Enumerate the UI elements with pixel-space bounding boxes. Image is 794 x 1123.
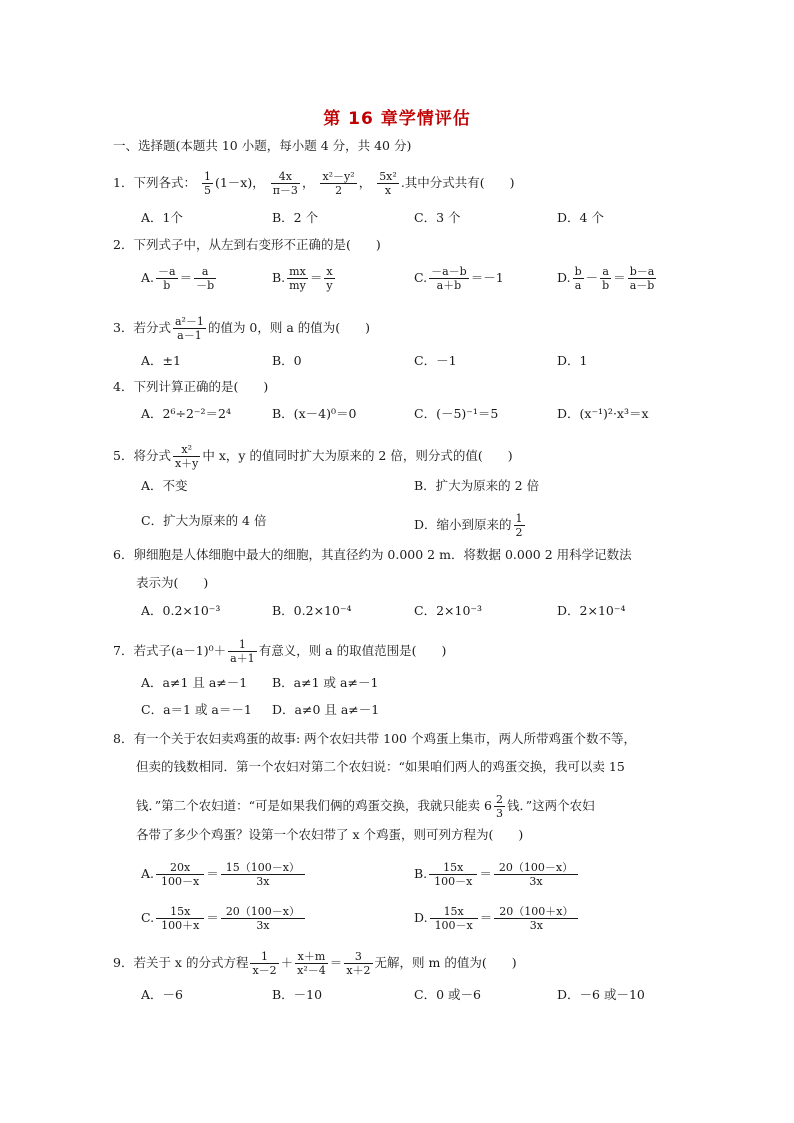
q8-option-d: D. $\frac{15x}{100-x}$ ＝ $\frac{20(100+x)}{3x}$: [414, 905, 580, 932]
q9-option-a: A．－6: [141, 987, 183, 1002]
q6-option-c: C．2×10⁻³: [414, 603, 483, 618]
q1-option-b: B．2 个: [272, 210, 319, 225]
q8-option-c: C. $\frac{15x}{100+x}$ ＝ $\frac{20(100-x)}{3x}$: [141, 905, 307, 932]
q4-option-c: C．(－5)⁻¹＝5: [414, 406, 499, 421]
q2-option-b: B. $\frac{mx}{my}$ ＝ $\frac{x}{y}$: [272, 265, 333, 292]
q5-option-b: B．扩大为原来的 2 倍: [414, 478, 540, 493]
q9-option-d: D．－6 或－10: [557, 987, 645, 1002]
fraction: $\frac{4x}{\pi-3}$: [272, 170, 298, 197]
fraction: $\frac{\text{x²}}{x+y}$: [174, 443, 199, 470]
fraction: $\frac{\text{x²－y²}}{2}$: [322, 170, 355, 197]
q7-option-b: B．a≠1 或 a≠－1: [272, 675, 379, 690]
question-8-stem-line-1: 8．有一个关于农妇卖鸡蛋的故事: 两个农妇共带 100 个鸡蛋上集市，两人所带鸡蛋个数不等，: [113, 731, 636, 746]
q2-option-c: C. $\frac{-a-b}{a+b}$ ＝－1: [414, 265, 504, 292]
q6-option-b: B．0.2×10⁻⁴: [272, 603, 352, 618]
q8-option-a: A. $\frac{20x}{100-x}$ ＝ $\frac{15(100-x)}{3x}$: [141, 861, 307, 888]
section-heading: 一、选择题(本题共 10 小题，每小题 4 分，共 40 分): [113, 138, 412, 153]
question-7-stem: 7．若式子(a－1)⁰＋ $\frac{1}{a+1}$ 有意义，则 a 的取值范围是( ): [113, 638, 447, 665]
fraction: $\frac{\text{a²－1}}{a-1}$: [174, 315, 204, 342]
q5-option-c: C．扩大为原来的 4 倍: [141, 513, 267, 528]
q2-option-a: A. $\frac{-a}{b}$ ＝ $\frac{a}{-b}$: [141, 265, 215, 292]
question-5-stem: 5．将分式 $\frac{\text{x²}}{x+y}$ 中 x，y 的值同时扩大为原来的 2 倍，则分式的值( ): [113, 443, 513, 470]
question-8-stem-line-2: 但卖的钱数相同．第一个农妇对第二个农妇说：“如果咱们两人的鸡蛋交换，我可以卖 15: [136, 759, 625, 774]
fraction: $\frac{1}{a+1}$: [230, 638, 255, 665]
q1-option-d: D．4 个: [557, 210, 604, 225]
q7-option-d: D．a≠0 且 a≠－1: [272, 702, 380, 717]
q3-option-b: B．0: [272, 353, 302, 368]
question-6-stem-line-2: 表示为( ): [136, 575, 209, 590]
question-3-stem: 3．若分式 $\frac{\text{a²－1}}{a-1}$ 的值为 0，则 a 的值为( ): [113, 315, 371, 342]
q6-option-a: A．0.2×10⁻³: [141, 603, 221, 618]
q5-option-d: D．缩小到原来的 $\frac{1}{2}$: [414, 512, 523, 539]
question-2-stem: 2．下列式子中，从左到右变形不正确的是( ): [113, 237, 381, 252]
q7-option-c: C．a＝1 或 a＝－1: [141, 702, 252, 717]
q4-option-b: B．(x－4)⁰＝0: [272, 406, 357, 421]
fraction: $\frac{\text{5x²}}{x}$: [379, 170, 397, 197]
question-8-stem-line-4: 各带了多少个鸡蛋？设第一个农妇带了 x 个鸡蛋，则可列方程为( ): [136, 827, 524, 842]
question-9-stem: 9．若关于 x 的分式方程 $\frac{1}{x-2}$ ＋ $\frac{x+m}{\text{x²－4}}$ ＝ $\frac{3}{x+2}$ 无解，则 m 的值为( ): [113, 950, 517, 977]
q4-option-d: D．(x⁻¹)²·x³＝x: [557, 406, 649, 421]
q9-option-b: B．－10: [272, 987, 323, 1002]
q5-option-a: A．不变: [141, 478, 188, 493]
question-6-stem-line-1: 6．卵细胞是人体细胞中最大的细胞，其直径约为 0.000 2 m．将数据 0.000 2 用科学记数法: [113, 547, 632, 562]
q3-option-c: C．－1: [414, 353, 457, 368]
page-title: 第 16 章学情评估: [323, 109, 471, 129]
question-8-stem-line-3: 钱．”第二个农妇道：“可是如果我们俩的鸡蛋交换，我就只能卖 6 $\frac{2}{3}$ 钱．”这两个农妇: [136, 793, 595, 820]
q6-option-d: D．2×10⁻⁴: [557, 603, 626, 618]
q7-option-a: A．a≠1 且 a≠－1: [141, 675, 248, 690]
question-1-stem: 1．下列各式： $\frac{1}{5}$ (1－x)， $\frac{4x}{\pi-3}$ ， $\frac{\text{x²－y²}}{2}$ ， $\frac{\text{5x²}}{x}$ .其中分式共有( ): [113, 170, 515, 197]
fraction: $\frac{1}{5}$: [203, 170, 211, 197]
q8-option-b: B. $\frac{15x}{100-x}$ ＝ $\frac{20(100-x)}{3x}$: [414, 861, 580, 888]
q2-option-d: D. $\frac{b}{a}$ － $\frac{a}{b}$ ＝ $\frac{b-a}{a-b}$: [557, 265, 655, 292]
q1-option-c: C．3 个: [414, 210, 461, 225]
q9-option-c: C．0 或－6: [414, 987, 481, 1002]
q3-option-a: A．±1: [141, 353, 181, 368]
q4-option-a: A．2⁶÷2⁻²＝2⁴: [141, 406, 231, 421]
q3-option-d: D．1: [557, 353, 588, 368]
q1-option-a: A．1个: [141, 210, 183, 225]
question-4-stem: 4．下列计算正确的是( ): [113, 379, 269, 394]
